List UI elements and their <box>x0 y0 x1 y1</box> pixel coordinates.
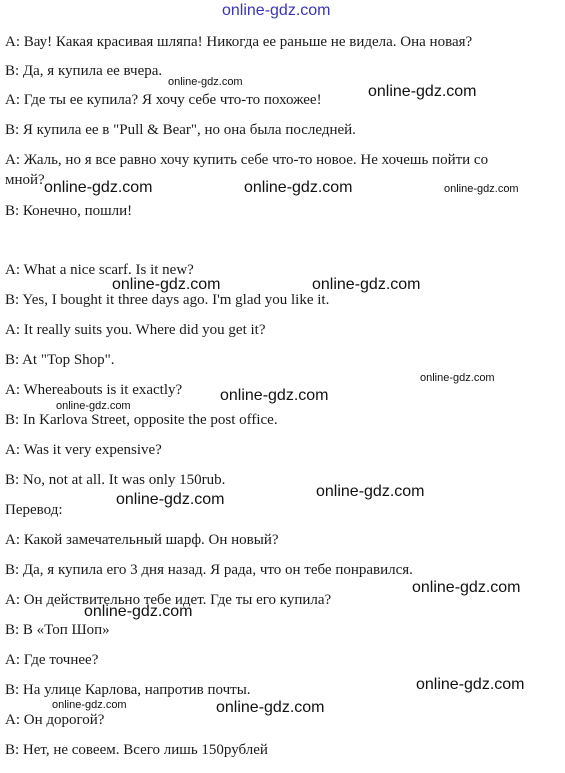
watermark: online-gdz.com <box>420 372 495 384</box>
watermark: online-gdz.com <box>416 676 525 693</box>
watermark-header: online-gdz.com <box>222 2 331 19</box>
dialogue-line: B: На улице Карлова, напротив почты. <box>5 682 251 698</box>
dialogue-line: мной? <box>5 172 45 188</box>
dialogue-line: A: Жаль, но я все равно хочу купить себе что-то новое. Не хочешь пойти со <box>5 152 489 168</box>
watermark: online-gdz.com <box>220 387 329 404</box>
dialogue-line: A: Вау! Какая красивая шляпа! Никогда ее раньше не видела. Она новая? <box>5 34 473 50</box>
dialogue-line: A: Какой замечательный шарф. Он новый? <box>5 532 279 548</box>
dialogue-line: B: В «Топ Шоп» <box>5 622 110 638</box>
watermark: online-gdz.com <box>312 276 421 293</box>
dialogue-line: A: Он действительно тебе идет. Где ты его купила? <box>5 592 332 608</box>
watermark: online-gdz.com <box>316 483 425 500</box>
watermark: online-gdz.com <box>244 179 353 196</box>
watermark: online-gdz.com <box>52 699 127 711</box>
dialogue-line: A: Где точнее? <box>5 652 99 668</box>
dialogue-line: A: Где ты ее купила? Я хочу себе что-то похожее! <box>5 92 322 108</box>
dialogue-line: B: Да, я купила его 3 дня назад. Я рада, что он тебе понравился. <box>5 562 413 578</box>
dialogue-line: B: Конечно, пошли! <box>5 203 133 219</box>
watermark: online-gdz.com <box>368 83 477 100</box>
watermark: online-gdz.com <box>44 179 153 196</box>
dialogue-line: B: No, not at all. It was only 150rub. <box>5 472 226 488</box>
watermark: online-gdz.com <box>216 699 325 716</box>
dialogue-line: B: Да, я купила ее вчера. <box>5 63 163 79</box>
watermark: online-gdz.com <box>56 400 131 412</box>
dialogue-line: B: In Karlova Street, opposite the post office. <box>5 412 278 428</box>
dialogue-line: B: Я купила ее в "Pull & Bear", но она была последней. <box>5 122 356 138</box>
dialogue-line: B: Yes, I bought it three days ago. I'm glad you like it. <box>5 292 330 308</box>
dialogue-line: B: At "Top Shop". <box>5 352 115 368</box>
section-label: Перевод: <box>5 502 63 518</box>
dialogue-line: B: Нет, не совеем. Всего лишь 150рублей <box>5 742 268 758</box>
watermark: online-gdz.com <box>112 276 221 293</box>
watermark: online-gdz.com <box>116 491 225 508</box>
dialogue-line: A: What a nice scarf. Is it new? <box>5 262 194 278</box>
watermark: online-gdz.com <box>84 603 193 620</box>
watermark: online-gdz.com <box>168 76 243 88</box>
dialogue-line: A: Он дорогой? <box>5 712 105 728</box>
dialogue-line: A: Was it very expensive? <box>5 442 162 458</box>
dialogue-line: A: It really suits you. Where did you get it? <box>5 322 266 338</box>
dialogue-line: A: Whereabouts is it exactly? <box>5 382 183 398</box>
watermark: online-gdz.com <box>412 579 521 596</box>
watermark: online-gdz.com <box>444 183 519 195</box>
